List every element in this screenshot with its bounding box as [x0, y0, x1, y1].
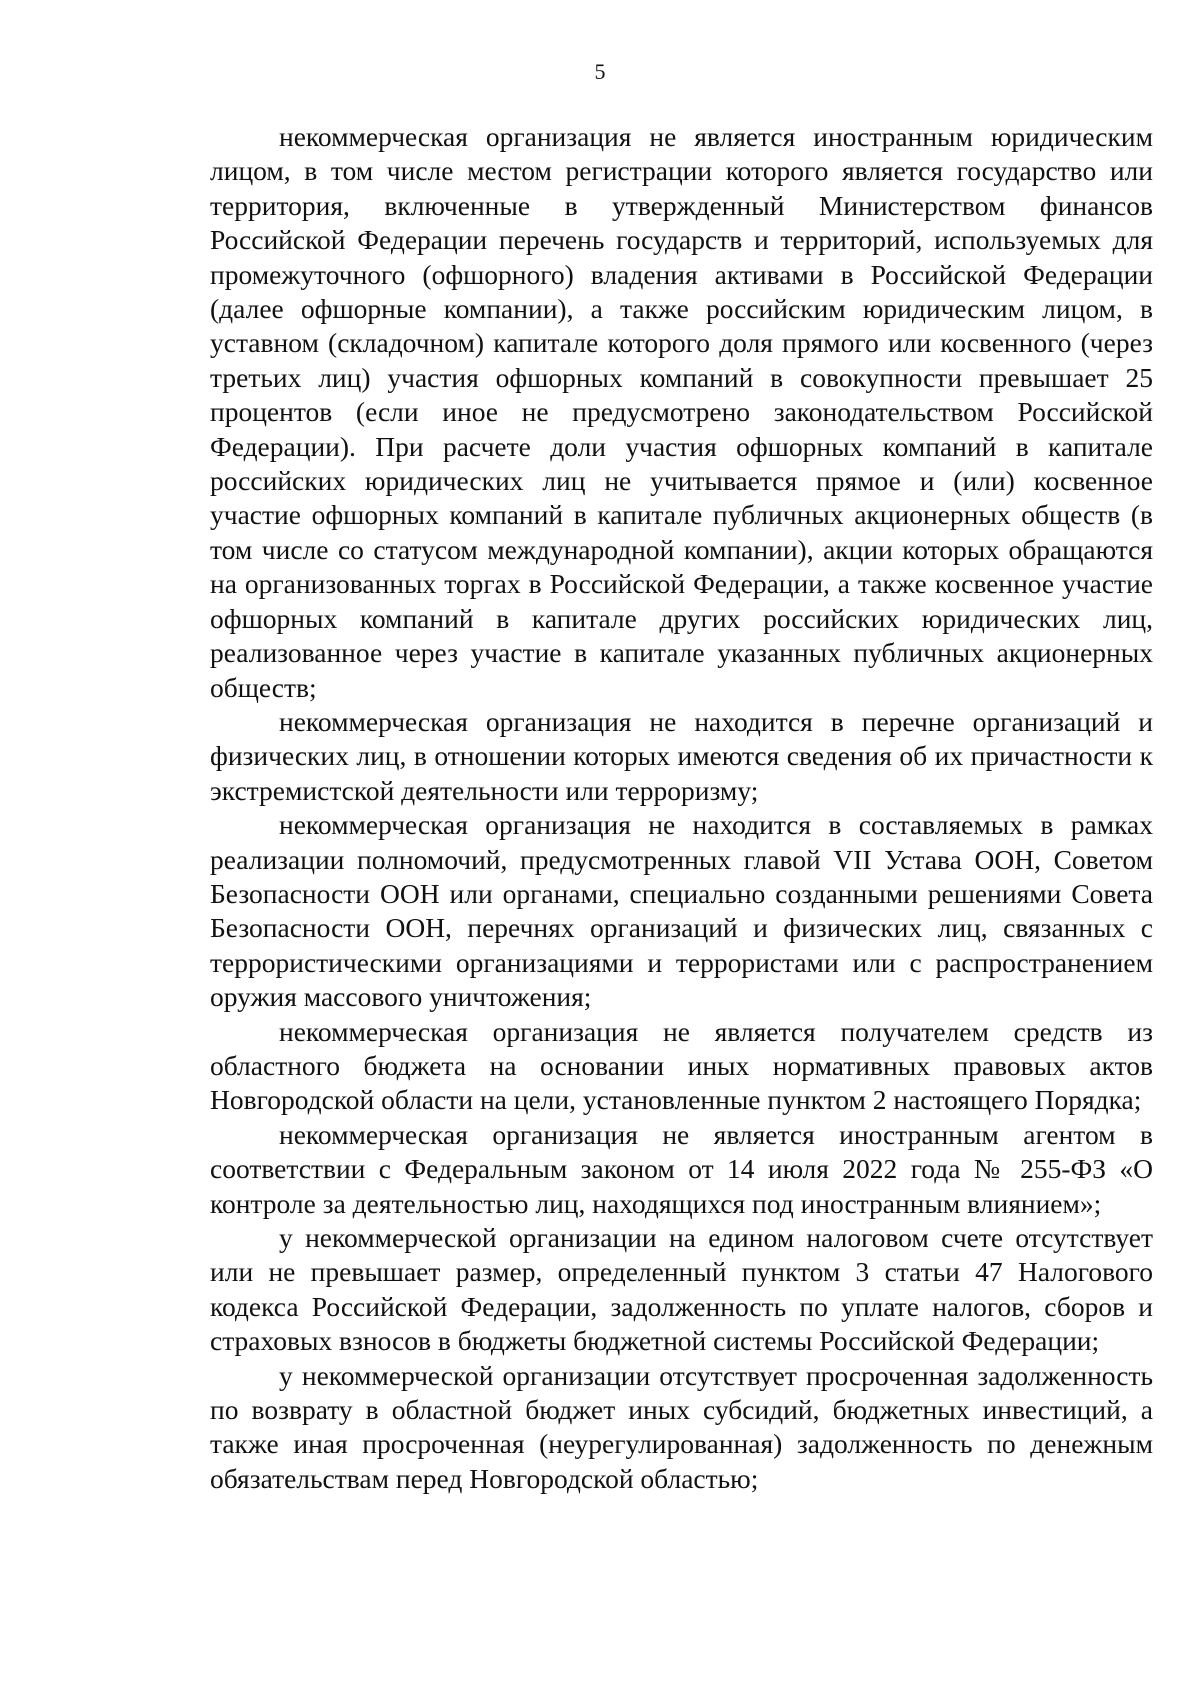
paragraph-foreign-agent: некоммерческая организация не является иностранным агентом в соответствии с Федеральным законом от 14 июля 2022 года № 255-ФЗ «О контроле за деятельностью лиц, находящихся под иностранным влиянием»;	[210, 1118, 1153, 1219]
paragraph-extremism-list: некоммерческая организация не находится в перечне организаций и физических лиц, в отношении которых имеются сведения об их причастности к экстремистской деятельности или терроризму;	[210, 705, 1153, 806]
paragraph-other-budget-funds: некоммерческая организация не является получателем средств из областного бюджета на основании иных нормативных правовых актов Новгородской области на цели, установленные пунктом 2 настоящего Порядка;	[210, 1015, 1153, 1116]
document-body	[210, 120, 1153, 1496]
paragraph-overdue-debt: у некоммерческой организации отсутствует просроченная задолженность по возврату в областной бюджет иных субсидий, бюджетных инвестиций, а также иная просроченная (неурегулированная) задолженность по денежным обязательствам перед Новгородской областью;	[210, 1359, 1153, 1494]
page-number: 5	[594, 59, 606, 84]
paragraph-offshore-company: некоммерческая организация не является иностранным юридическим лицом, в том числе местом регистрации которого является государство или территория, включенные в утвержденный Министерством финансов Российской Федерации перечень государств и территорий, используемых для промежуточного (офшорного) владения активами в Российской Федерации (далее офшорные компании), а также российским юридическим лицом, в уставном (складочном) капитале которого доля прямого или косвенного (через третьих лиц) участия офшорных компаний в совокупности превышает 25 процентов (если иное не предусмотрено законодательством Российской Федерации). При расчете доли участия офшорных компаний в капитале российских юридических лиц не учитывается прямое и (или) косвенное участие офшорных компаний в капитале публичных акционерных обществ (в том числе со статусом международной компании), акции которых обращаются на организованных торгах в Российской Федерации, а также косвенное участие офшорных компаний в капитале других российских юридических лиц, реализованное через участие в капитале указанных публичных акционерных обществ;	[210, 121, 1153, 703]
paragraph-un-security-council-list: некоммерческая организация не находится в составляемых в рамках реализации полномочий, предусмотренных главой VII Устава ООН, Советом Безопасности ООН или органами, специально созданными решениями Совета Безопасности ООН, перечнях организаций и физических лиц, связанных с террористическими организациями и террористами или с распространением оружия массового уничтожения;	[210, 809, 1153, 1013]
paragraph-tax-debt: у некоммерческой организации на едином налоговом счете отсутствует или не превышает размер, определенный пунктом 3 статьи 47 Налогового кодекса Российской Федерации, задолженность по уплате налогов, сборов и страховых взносов в бюджеты бюджетной системы Российской Федерации;	[210, 1222, 1153, 1357]
